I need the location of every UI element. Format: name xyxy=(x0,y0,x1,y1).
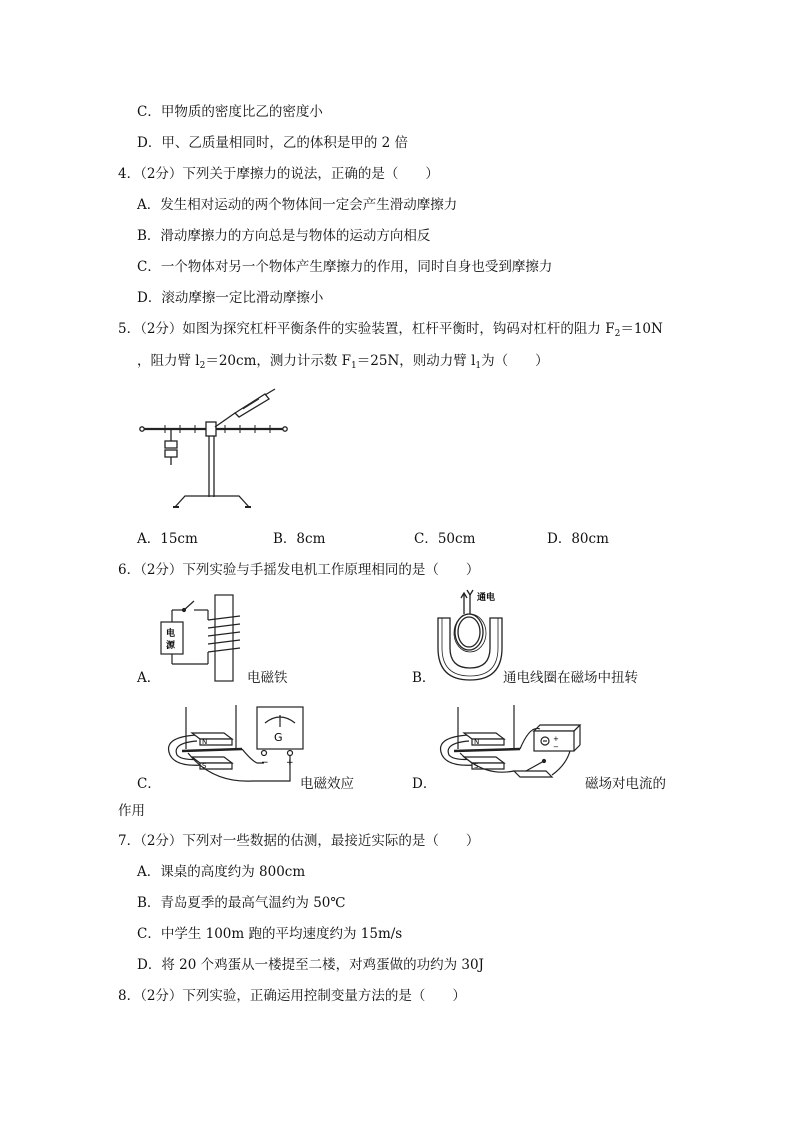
magnet-n-label-d: N xyxy=(474,738,480,746)
q3-option-d: D．甲、乙质量相同时，乙的体积是甲的 2 倍 xyxy=(137,135,408,151)
q3-option-c: C．甲物质的密度比乙的密度小 xyxy=(137,104,323,120)
q7-option-a: A．课桌的高度约为 800cm xyxy=(137,864,306,880)
q5-option-b: B．8cm xyxy=(273,531,326,547)
q7-option-c: C．中学生 100m 跑的平均速度约为 15m/s xyxy=(137,926,403,942)
galvanometer-plus: + xyxy=(286,758,294,768)
battery-minus: − xyxy=(553,743,559,751)
force-on-current-figure xyxy=(434,705,584,787)
q7-option-b: B．青岛夏季的最高气温约为 50℃ xyxy=(137,895,346,911)
q6-option-b: B． xyxy=(412,670,436,686)
battery-plus: + xyxy=(553,735,559,743)
lever-apparatus-figure xyxy=(135,385,295,510)
q5-stem: 5．（2分）如图为探究杠杆平衡条件的实验装置，杠杆平衡时，钩码对杠杆的阻力 $F_2=10N$ xyxy=(118,321,663,339)
q6-option-c: C． xyxy=(137,776,161,792)
q7-option-d: D．将 20 个鸡蛋从一楼提至二楼，对鸡蛋做的功约为 30J xyxy=(137,957,484,973)
q6-caption-d: 磁场对电流的 xyxy=(585,776,666,792)
q4-option-c: C．一个物体对另一个物体产生摩擦力的作用，同时自身也受到摩擦力 xyxy=(137,259,553,275)
q4-option-b: B．滑动摩擦力的方向总是与物体的运动方向相反 xyxy=(137,228,431,244)
power-source-label-2: 源 xyxy=(166,641,176,651)
q5-option-c: C．50cm xyxy=(414,531,476,547)
q5-stem-line2: ，阻力臂 $l_2=20cm$，测力计示数 $F_1=25N$，则动力臂 $l_1$为（ ） xyxy=(137,353,549,371)
q4-option-d: D．滚动摩擦一定比滑动摩擦小 xyxy=(137,290,324,306)
galvanometer-minus: − xyxy=(261,758,269,768)
q5-option-d: D．80cm xyxy=(547,531,609,547)
q7-stem: 7．（2分）下列对一些数据的估测，最接近实际的是（ ） xyxy=(118,833,480,849)
magnet-s-label: S xyxy=(202,762,207,770)
q4-stem: 4．（2分）下列关于摩擦力的说法，正确的是（ ） xyxy=(118,166,439,182)
q5-option-a: A．15cm xyxy=(137,531,198,547)
q6-caption-c: 电磁效应 xyxy=(300,776,354,792)
q6-caption-d-cont: 作用 xyxy=(118,803,145,819)
q6-stem: 6．（2分）下列实验与手摇发电机工作原理相同的是（ ） xyxy=(118,562,480,578)
current-on-label: 通电 xyxy=(477,593,496,603)
magnet-s-label-d: S xyxy=(474,762,479,770)
induction-galvanometer-figure xyxy=(162,705,307,785)
q6-option-a: A． xyxy=(137,670,161,686)
coil-in-magnet-figure xyxy=(432,588,512,686)
power-source-label: 电 xyxy=(166,629,176,639)
q4-option-a: A．发生相对运动的两个物体间一定会产生滑动摩擦力 xyxy=(137,197,458,213)
galvanometer-label: G xyxy=(274,731,283,744)
q6-option-d: D． xyxy=(412,776,437,792)
electromagnet-figure xyxy=(158,592,248,684)
magnet-n-label: N xyxy=(202,738,208,746)
q6-caption-a: 电磁铁 xyxy=(247,670,288,686)
q6-caption-b: 通电线圈在磁场中扭转 xyxy=(503,670,638,686)
q8-stem: 8．（2分）下列实验，正确运用控制变量方法的是（ ） xyxy=(118,988,466,1004)
